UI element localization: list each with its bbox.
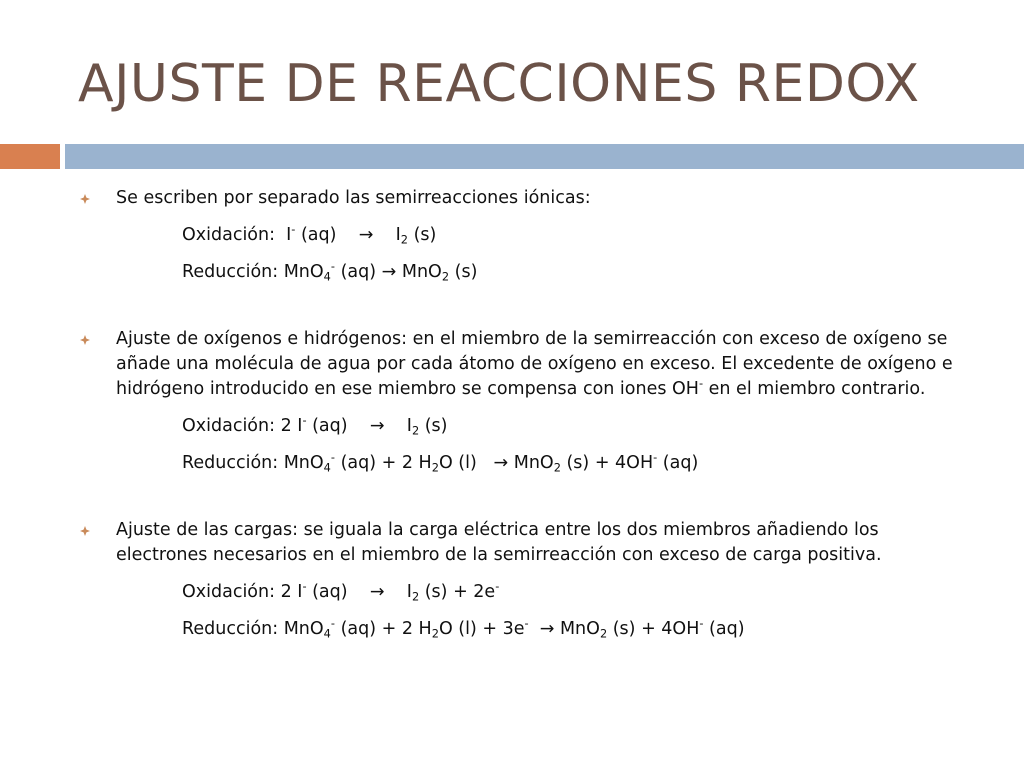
bullet-item: Ajuste de oxígenos e hidrógenos: en el miembro de la semirreacción con exceso de oxígeno se añade una molécula de agua por cada átomo de oxígeno en exceso. El excedente de oxígeno e hidrógeno introducido en ese miembro se compensa con iones OH- en el miembro contrario. xyxy=(80,327,960,402)
slide-content xyxy=(80,186,960,642)
diamond-bullet-icon xyxy=(80,526,90,536)
bullet-text-tail: en el miembro contrario. xyxy=(703,379,926,399)
bullet-text: Ajuste de oxígenos e hidrógenos: en el miembro de la semirreacción con exceso de oxígeno se añade una molécula de agua por cada átomo de oxígeno en exceso. El excedente de oxígeno e hidrógeno introducido en ese miembro se compensa con iones OH xyxy=(116,329,953,399)
bullet-text: Ajuste de las cargas: se iguala la carga eléctrica entre los dos miembros añadiendo los electrones necesarios en el miembro de la semirreacción con exceso de carga positiva. xyxy=(116,520,882,565)
diamond-bullet-icon xyxy=(80,194,90,204)
title-divider-bar xyxy=(65,144,1024,169)
equation-reduction: Reducción: MnO$_4$- (aq) → MnO$_2$ (s) xyxy=(182,259,478,284)
equation-oxidation: Oxidación: I- (aq) → $I_2$ (s) xyxy=(182,222,437,247)
equation-oxidation: Oxidación: 2 I- (aq) → $I_2$ (s) + 2e- xyxy=(182,579,500,604)
equation-oxidation: Oxidación: 2 I- (aq) → $I_2$ (s) xyxy=(182,413,448,438)
bullet-item xyxy=(80,518,960,568)
bullet-item xyxy=(80,186,960,211)
diamond-bullet-icon xyxy=(80,335,90,345)
bullet-text: Se escriben por separado las semirreacciones iónicas: xyxy=(116,188,591,208)
accent-bar xyxy=(0,144,60,169)
equation-reduction: Reducción: MnO$_4$- (aq) + 2 $H_2O$ (l) → MnO$_2$ (s) + 4OH- (aq) xyxy=(182,450,699,475)
slide-title: AJUSTE DE REACCIONES REDOX xyxy=(78,54,920,114)
equation-reduction: Reducción: MnO$_4$- (aq) + 2 $H_2O$ (l) + 3e- → MnO$_2$ (s) + 4OH- (aq) xyxy=(182,616,745,641)
